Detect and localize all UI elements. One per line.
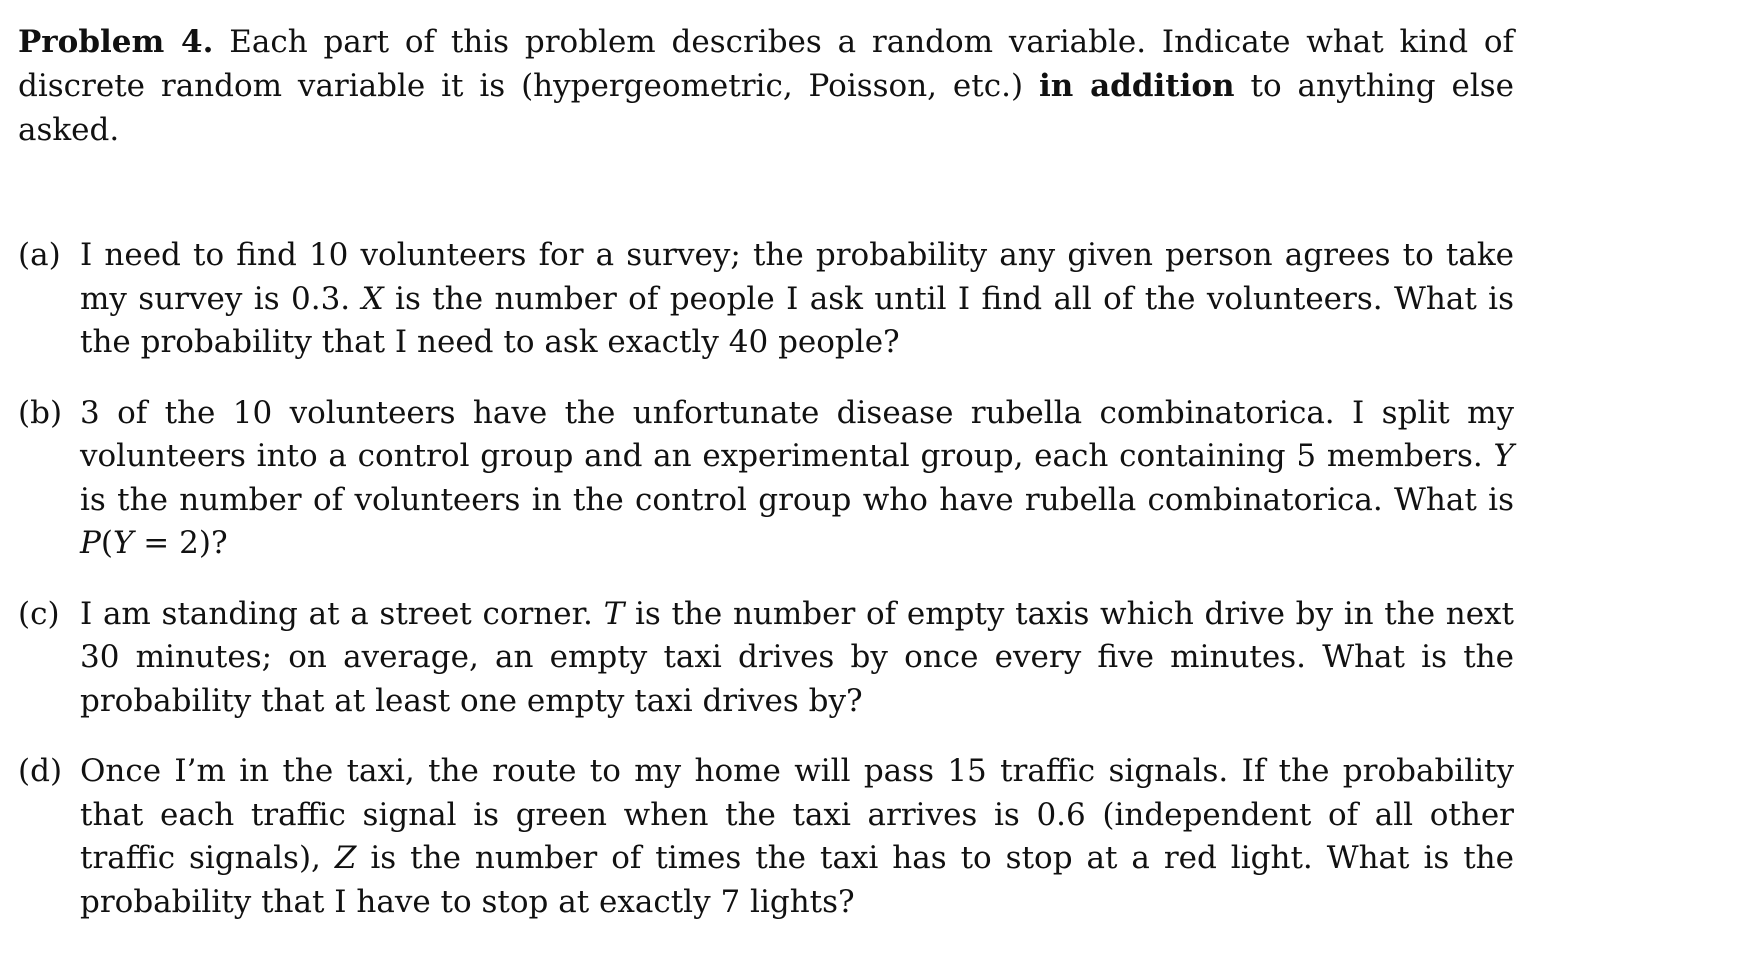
intro-bold-text: in addition bbox=[1038, 68, 1235, 104]
expr-rest: = 2)? bbox=[133, 525, 228, 561]
intro-text-before: Each part of this problem describes a random variable. Indicate what kind of discrete random variable it is (hypergeometric, Poisson, etc.) bbox=[18, 24, 1514, 104]
part-c-text bbox=[80, 593, 1514, 724]
part-marker: (b) bbox=[18, 394, 63, 431]
part-c-text-1: I am standing at a street corner. bbox=[80, 595, 593, 632]
part-d-text bbox=[80, 750, 1514, 924]
variable-z: Z bbox=[334, 840, 357, 876]
part-d bbox=[18, 750, 1514, 924]
problem-intro bbox=[18, 20, 1514, 152]
variable-x: X bbox=[361, 280, 384, 317]
variable-t: T bbox=[603, 595, 625, 632]
part-a-text bbox=[80, 234, 1514, 365]
part-b bbox=[18, 392, 1514, 566]
part-b-text-2: is the number of volunteers in the control group who have rubella combinatorica. What is bbox=[80, 481, 1514, 518]
part-b-text-1: 3 of the 10 volunteers have the unfortunate disease rubella combinatorica. I split my volunteers into a control group and an experimental group, each containing 5 members. bbox=[80, 394, 1514, 474]
part-b-text bbox=[80, 392, 1514, 566]
expr-p: P bbox=[80, 525, 101, 561]
intro-text-after: to anything else asked. bbox=[18, 68, 1515, 148]
problem-parts bbox=[18, 234, 1514, 924]
part-a-text-1: I need to find 10 volunteers for a survey; the probability any given person agrees to take my survey is 0.3. bbox=[80, 237, 1514, 317]
problem-page bbox=[18, 20, 1514, 951]
part-marker: (c) bbox=[18, 595, 60, 632]
part-c bbox=[18, 593, 1514, 724]
expr-open: ( bbox=[100, 525, 113, 561]
part-d-text-2: is the number of times the taxi has to stop at a red light. What is the probability that I have to stop at exactly 7 lights? bbox=[80, 840, 1514, 920]
part-a-text-2: is the number of people I ask until I find all of the volunteers. What is the probability that I need to ask exactly 40 people? bbox=[80, 280, 1515, 360]
probability-expression bbox=[80, 525, 228, 561]
variable-y: Y bbox=[1493, 438, 1514, 474]
part-c-text-2: is the number of empty taxis which drive by in the next 30 minutes; on average, an empty taxi drives by once every five minutes. What is the probability that at least one empty taxi drives by? bbox=[80, 595, 1514, 719]
part-marker: (a) bbox=[18, 237, 61, 273]
part-d-text-1: Once I’m in the taxi, the route to my home will pass 15 traffic signals. If the probability that each traffic signal is green when the taxi arrives is 0.6 (independent of all other traffic signals), bbox=[80, 753, 1514, 876]
expr-var: Y bbox=[112, 525, 134, 561]
problem-heading: Problem 4. bbox=[18, 24, 214, 60]
part-marker: (d) bbox=[18, 753, 63, 789]
part-a bbox=[18, 234, 1514, 365]
